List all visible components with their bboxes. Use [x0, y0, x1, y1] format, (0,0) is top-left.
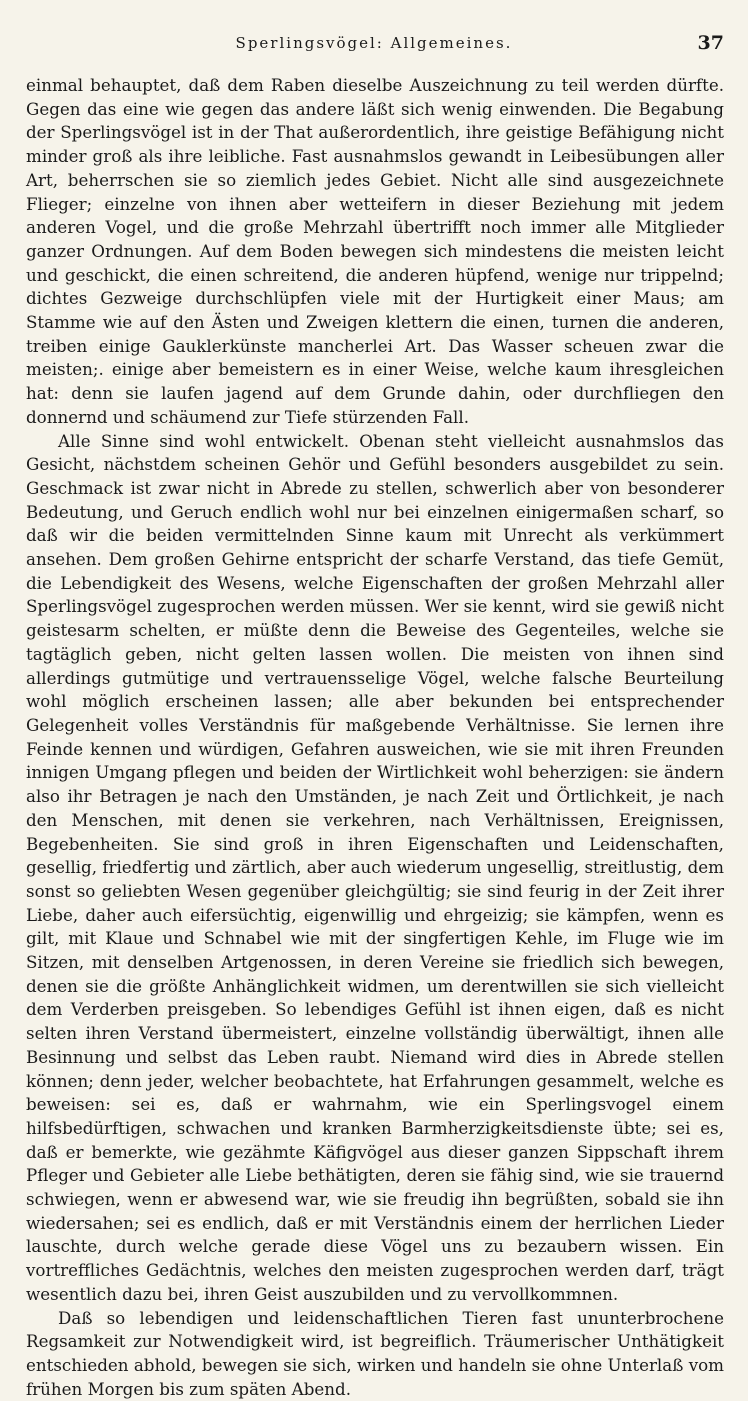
- paragraph-continued: einmal behauptet, daß dem Raben dieselbe Auszeichnung zu teil werden dürfte. Gegen das eine wie gegen das andere läßt sich wenig einwenden. Die Begabung der Sperlingsvögel ist in der That außerordentlich, ihre geistige Befähigung nicht minder groß als ihre leibliche. Fast ausnahmslos gewandt in Leibesübungen aller Art, beherrschen sie so ziemlich jedes Gebiet. Nicht alle sind ausgezeichnete Flieger; einzelne von ihnen aber wetteifern in dieser Beziehung mit jedem anderen Vogel, und die große Mehrzahl übertrifft noch immer alle Mitglieder ganzer Ordnungen. Auf dem Boden bewegen sich mindestens die meisten leicht und geschickt, die einen schreitend, die anderen hüpfend, wenige nur trippelnd; dichtes Gezweige durchschlüpfen viele mit der Hurtigkeit einer Maus; am Stamme wie auf den Ästen und Zweigen klettern die einen, turnen die anderen, treiben einige Gauklerkünste mancherlei Art. Das Wasser scheuen zwar die meisten;. einige aber bemeistern es in einer Weise, welche kaum ihresgleichen hat: denn sie laufen jagend auf dem Grunde dahin, oder durchfliegen den donnernd und schäumend zur Tiefe stürzenden Fall.: [26, 75, 724, 427]
- running-title: Sperlingsvögel: Allgemeines.: [235, 34, 513, 52]
- page-number: 37: [697, 32, 724, 54]
- paragraph-activity: Daß so lebendigen und leidenschaftlichen Tieren fast ununterbrochene Regsamkeit zur Notwendigkeit wird, ist begreiflich. Träumerischer Unthätigkeit entschieden abhold, bewegen sie sich, wirken und handeln sie ohne Unterlaß vom frühen Morgen bis zum späten Abend.: [26, 1307, 724, 1399]
- paragraph-senses: Alle Sinne sind wohl entwickelt. Obenan steht vielleicht ausnahmslos das Gesicht, nächstdem scheinen Gehör und Gefühl besonders ausgebildet zu sein. Geschmack ist zwar nicht in Abrede zu stellen, schwerlich aber von besonderer Bedeutung, und Geruch endlich wohl nur bei einzelnen einigermaßen scharf, so daß wir die beiden vermittelnden Sinne kaum mit Unrecht als verkümmert ansehen. Dem großen Gehirne entspricht der scharfe Verstand, das tiefe Gemüt, die Lebendigkeit des Wesens, welche Eigenschaften der großen Mehrzahl aller Sperlingsvögel zugesprochen werden müssen. Wer sie kennt, wird sie gewiß nicht geistesarm schelten, er müßte denn die Beweise des Gegenteiles, welche sie tagtäglich geben, nicht gelten lassen wollen. Die meisten von ihnen sind allerdings gutmütige und vertrauensselige Vögel, welche falsche Beurteilung wohl möglich erscheinen lassen; alle aber bekunden bei entsprechender Gelegenheit volles Verständnis für maßgebende Verhältnisse. Sie lernen ihre Feinde kennen und würdigen, Gefahren ausweichen, wie sie mit ihren Freunden innigen Umgang pflegen und beiden der Wirtlichkeit wohl beherzigen: sie ändern also ihr Betragen je nach den Umständen, je nach Zeit und Örtlichkeit, je nach den Menschen, mit denen sie verkehren, nach Verhältnissen, Ereignissen, Begebenheiten. Sie sind groß in ihren Eigenschaften und Leidenschaften, gesellig, friedfertig und zärtlich, aber auch wiederum ungesellig, streitlustig, dem sonst so geliebten Wesen gegenüber gleichgültig; sie sind feurig in der Zeit ihrer Liebe, daher auch eifersüchtig, eigenwillig und ehrgeizig; sie kämpfen, wenn es gilt, mit Klaue und Schnabel wie mit der singfertigen Kehle, im Fluge wie im Sitzen, mit denselben Artgenossen, in deren Vereine sie friedlich sich bewegen, denen sie die größte Anhänglichkeit widmen, um derentwillen sie sich vielleicht dem Verderben preisgeben. So lebendiges Gefühl ist ihnen eigen, daß es nicht selten ihren Verstand übermeistert, einzelne vollständig überwältigt, ihnen alle Besinnung und selbst das Leben raubt. Niemand wird dies in Abrede stellen können; denn jeder, welcher beobachtete, hat Erfahrungen gesammelt, welche es beweisen: sei es, daß er wahrnahm, wie ein Sperlingsvogel einem hilfsbedürftigen, schwachen und kranken Barmherzigkeitsdienste übte; sei es, daß er bemerkte, wie gezähmte Käfigvögel aus dieser ganzen Sippschaft ihrem Pfleger und Gebieter alle Liebe bethätigten, deren sie fähig sind, wie sie trauernd schwiegen, wenn er abwesend war, wie sie freudig ihn begrüßten, sobald sie ihn wiedersahen; sei es endlich, daß er mit Verständnis einem der herrlichen Lieder lauschte, durch welche gerade diese Vögel uns zu bezaubern wissen. Ein vortreffliches Gedächtnis, welches den meisten zugesprochen werden darf, trägt wesentlich dazu bei, ihren Geist auszubilden und zu vervollkommnen.: [26, 430, 724, 1304]
- body-text: [26, 74, 724, 1399]
- running-head: [0, 34, 748, 62]
